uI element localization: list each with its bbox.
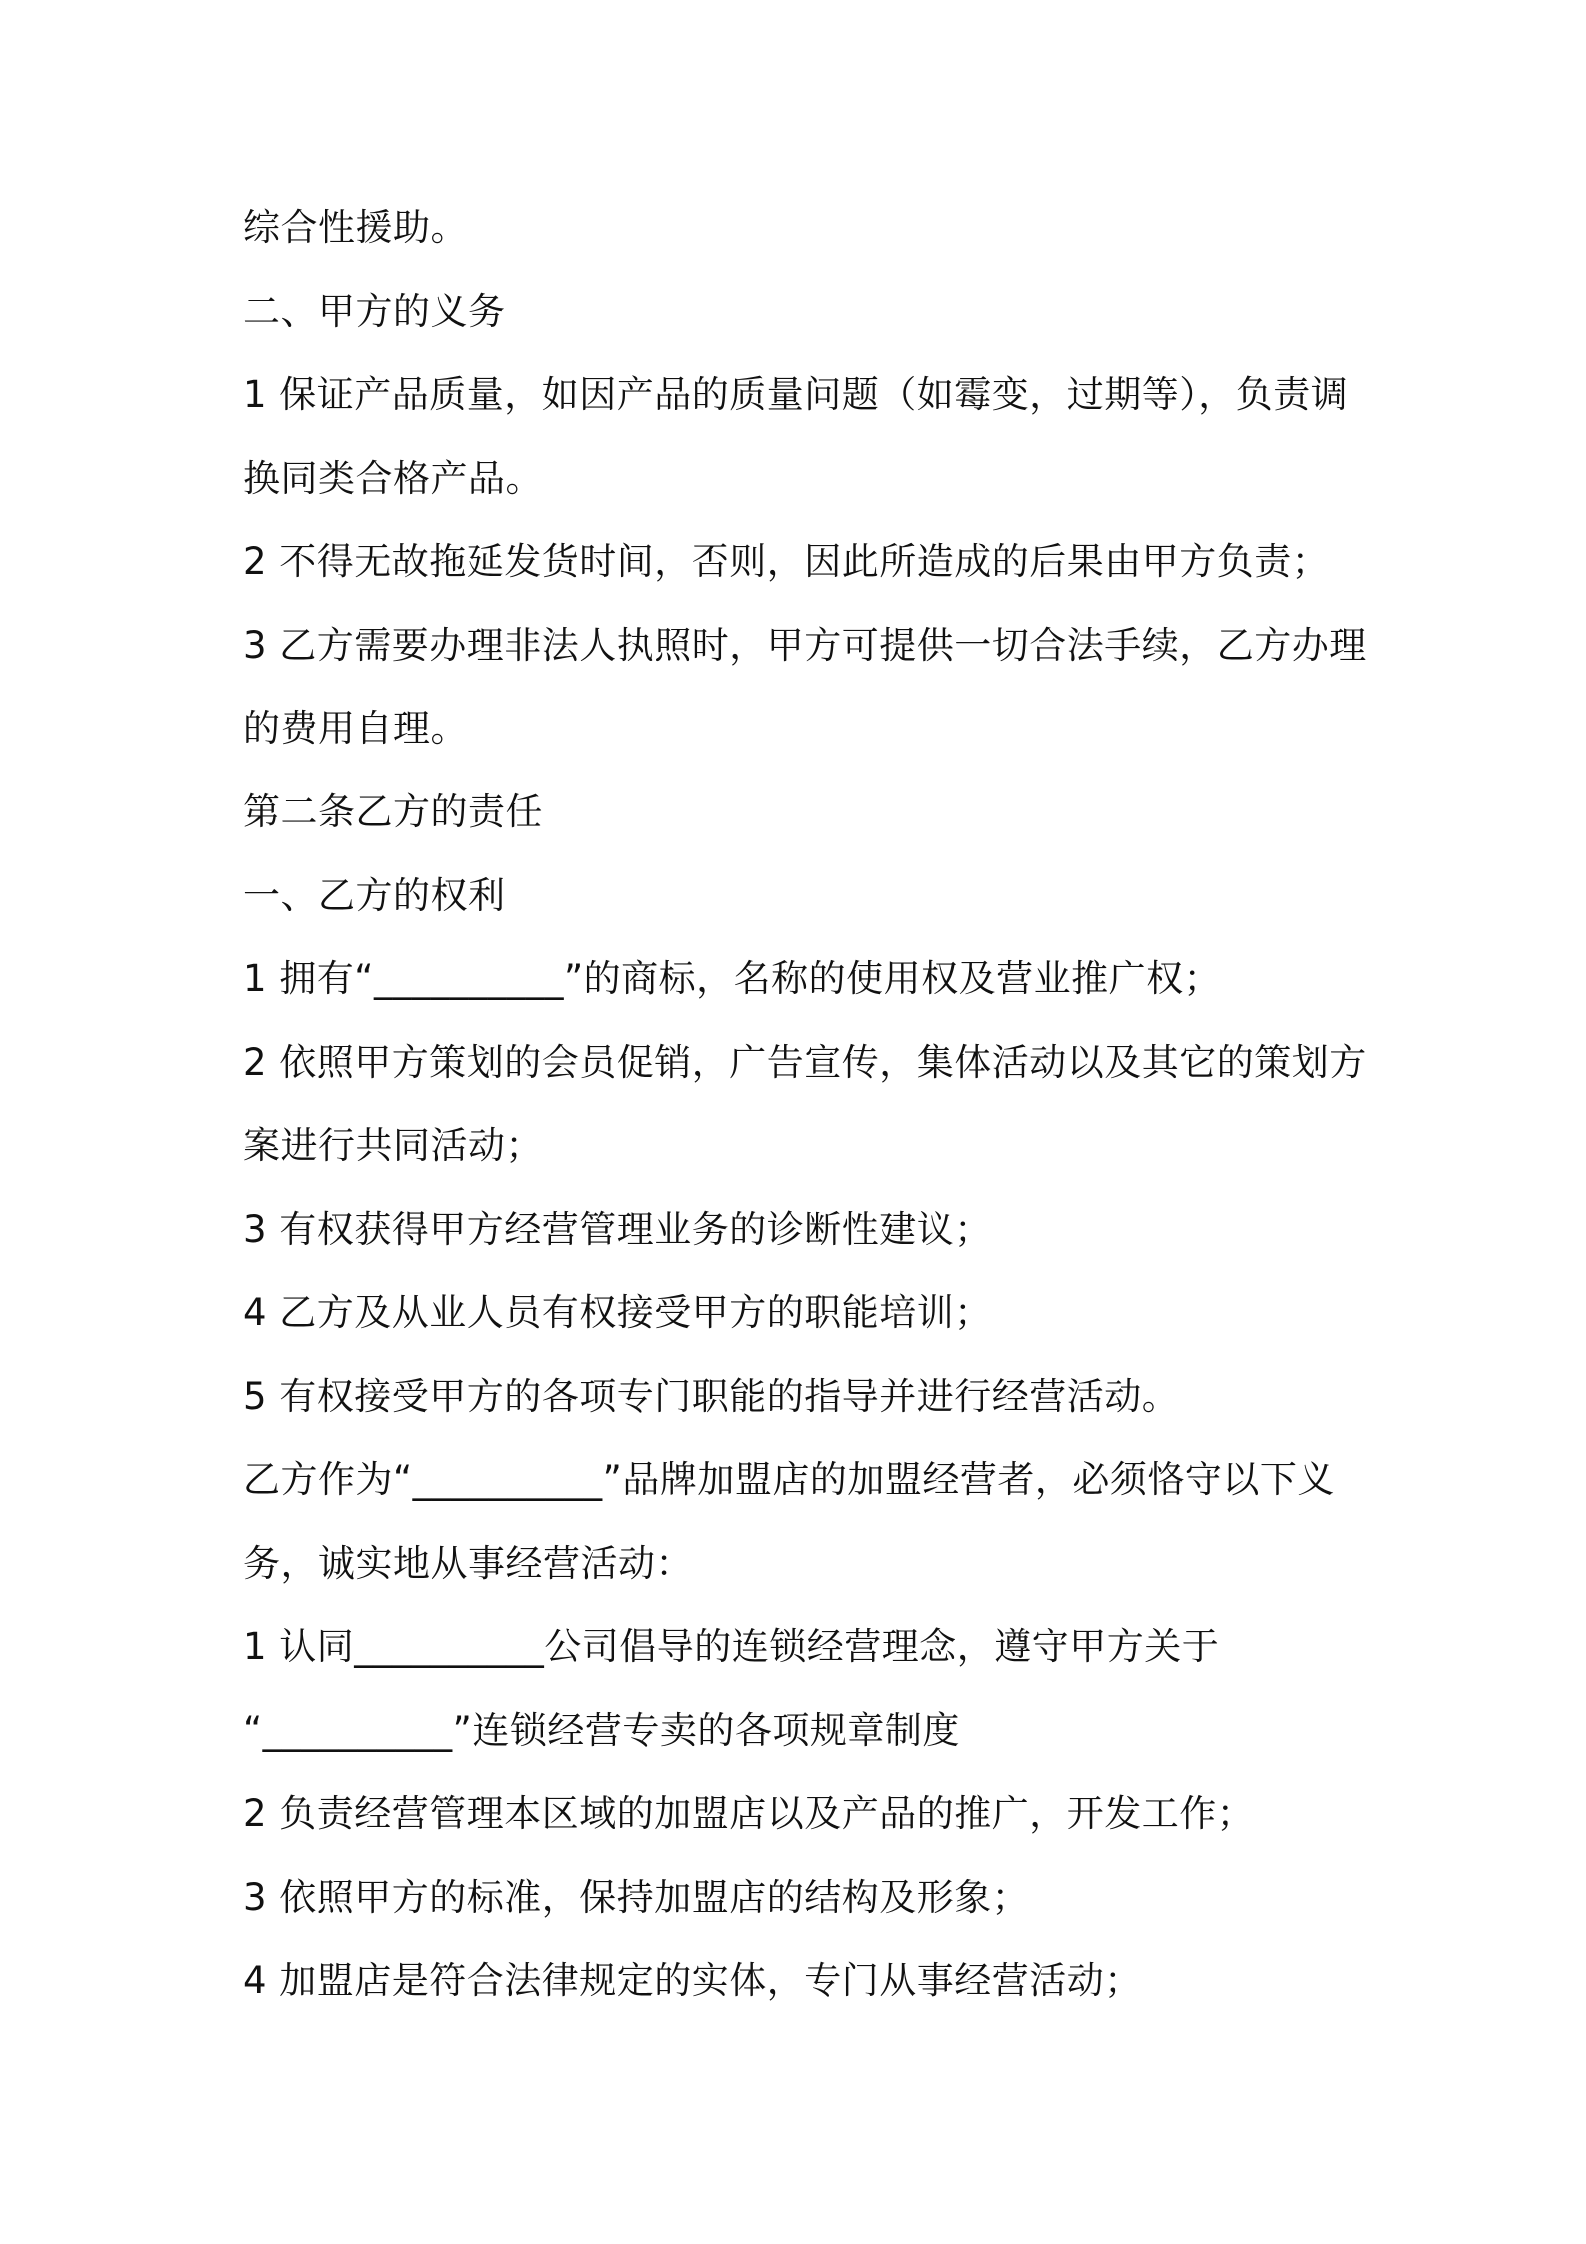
paragraph-line: 1 保证产品质量，如因产品的质量问题（如霉变，过期等），负责调 xyxy=(243,373,1349,416)
paragraph-line: 3 乙方需要办理非法人执照时，甲方可提供一切合法手续，乙方办理 xyxy=(243,624,1367,667)
paragraph-line: 1 拥有“__________”的商标，名称的使用权及营业推广权； xyxy=(243,957,1222,1000)
section-heading: 一、乙方的权利 xyxy=(243,874,506,917)
paragraph-line: 1 认同__________公司倡导的连锁经营理念，遵守甲方关于 xyxy=(243,1625,1220,1668)
paragraph-line: 3 有权获得甲方经营管理业务的诊断性建议； xyxy=(243,1208,992,1251)
paragraph-line: 乙方作为“__________”品牌加盟店的加盟经营者，必须恪守以下义 xyxy=(243,1458,1335,1501)
paragraph-line: 2 负责经营管理本区域的加盟店以及产品的推广，开发工作； xyxy=(243,1792,1255,1835)
paragraph-line: 务，诚实地从事经营活动： xyxy=(243,1542,693,1585)
paragraph-line: 3 依照甲方的标准，保持加盟店的结构及形象； xyxy=(243,1876,1030,1919)
paragraph-line: 2 依照甲方策划的会员促销，广告宣传，集体活动以及其它的策划方 xyxy=(243,1041,1367,1084)
paragraph-line: 的费用自理。 xyxy=(243,707,468,750)
section-heading: 二、甲方的义务 xyxy=(243,290,506,333)
paragraph-line: 案进行共同活动； xyxy=(243,1124,543,1167)
paragraph-line: 综合性援助。 xyxy=(243,206,468,249)
paragraph-line: “__________”连锁经营专卖的各项规章制度 xyxy=(243,1709,960,1752)
paragraph-line: 5 有权接受甲方的各项专门职能的指导并进行经营活动。 xyxy=(243,1375,1180,1418)
article-heading: 第二条乙方的责任 xyxy=(243,790,543,833)
paragraph-line: 2 不得无故拖延发货时间，否则，因此所造成的后果由甲方负责； xyxy=(243,540,1330,583)
paragraph-line: 4 加盟店是符合法律规定的实体，专门从事经营活动； xyxy=(243,1959,1142,2002)
paragraph-line: 换同类合格产品。 xyxy=(243,457,543,500)
paragraph-line: 4 乙方及从业人员有权接受甲方的职能培训； xyxy=(243,1291,992,1334)
